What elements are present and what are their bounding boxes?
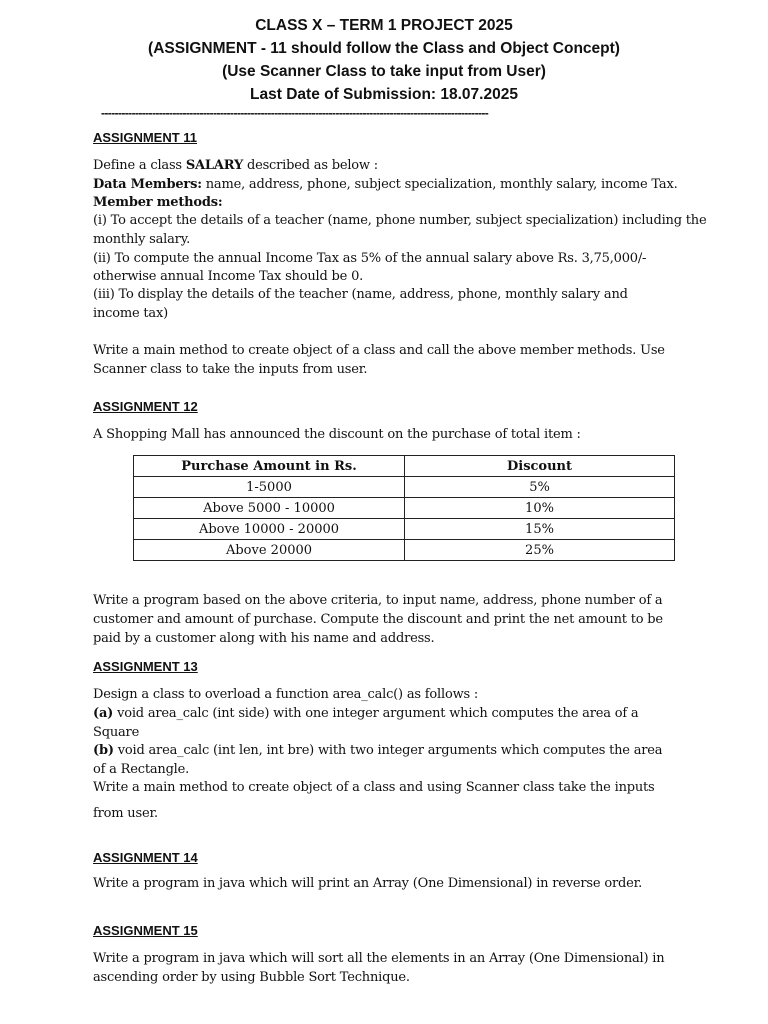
assignment-12-line-3: paid by a customer along with his name and address.: [93, 631, 435, 646]
amount-cell: Above 5000 - 10000: [134, 498, 405, 519]
option-a-line: [93, 706, 638, 721]
assignment-15-heading: ASSIGNMENT 15: [93, 923, 198, 938]
assignment-11-heading: ASSIGNMENT 11: [93, 130, 198, 145]
option-b-text: void area_calc (int len, int bre) with two integer arguments which computes the area: [113, 743, 663, 758]
table-row: [134, 540, 675, 561]
data-members-text: name, address, phone, subject specialization, monthly salary, income Tax.: [201, 177, 678, 192]
assignment-14-text: Write a program in java which will print an Array (One Dimensional) in reverse order.: [93, 876, 643, 891]
title-line-2: (ASSIGNMENT - 11 should follow the Class and Object Concept): [148, 40, 620, 57]
option-a-label: (a): [93, 706, 114, 721]
discount-cell: 25%: [405, 540, 675, 561]
assignment-13-intro: Design a class to overload a function area_calc() as follows :: [93, 687, 479, 702]
table-row: [134, 498, 675, 519]
title-line-3: (Use Scanner Class to take input from User): [222, 63, 546, 80]
assignment-14-heading: ASSIGNMENT 14: [93, 850, 198, 865]
class-name: SALARY: [185, 158, 244, 173]
data-members-line: [93, 177, 678, 192]
method-3-line: (iii) To display the details of the teacher (name, address, phone, monthly salary and: [93, 287, 628, 302]
option-b-label: (b): [93, 743, 114, 758]
option-a-text: void area_calc (int side) with one integer argument which computes the area of a: [113, 706, 639, 721]
assignment-13-main-1: Write a main method to create object of a class and using Scanner class take the inputs: [93, 780, 655, 795]
amount-cell: Above 20000: [134, 540, 405, 561]
method-1-line: (i) To accept the details of a teacher (name, phone number, subject specialization) including the: [93, 213, 707, 228]
column-header-discount: Discount: [405, 456, 675, 477]
column-header-amount: Purchase Amount in Rs.: [134, 456, 405, 477]
discount-cell: 5%: [405, 477, 675, 498]
amount-cell: Above 10000 - 20000: [134, 519, 405, 540]
assignment-12-line-1: Write a program based on the above criteria, to input name, address, phone number of a: [93, 593, 663, 608]
method-2-cont: otherwise annual Income Tax should be 0.: [93, 269, 364, 284]
assignment-13-heading: ASSIGNMENT 13: [93, 659, 198, 674]
method-2-line: (ii) To compute the annual Income Tax as 5% of the annual salary above Rs. 3,75,000/-: [93, 251, 647, 266]
data-members-label: Data Members:: [93, 177, 202, 192]
method-3-cont: income tax): [93, 306, 168, 321]
discount-cell: 10%: [405, 498, 675, 519]
assignment-12-line-2: customer and amount of purchase. Compute the discount and print the net amount to be: [93, 612, 663, 627]
amount-cell: 1-5000: [134, 477, 405, 498]
assignment-12-heading: ASSIGNMENT 12: [93, 399, 198, 414]
title-line-4: Last Date of Submission: 18.07.2025: [250, 86, 518, 103]
member-methods-label: Member methods:: [93, 195, 223, 210]
option-b-line: [93, 743, 662, 758]
assignment-13-main-2: from user.: [93, 806, 158, 821]
table-row: [134, 519, 675, 540]
assignment-11-intro: [93, 158, 378, 173]
table-row: [134, 477, 675, 498]
main-method-line-1: Write a main method to create object of a class and call the above member methods. Use: [93, 343, 665, 358]
assignment-12-intro: A Shopping Mall has announced the discount on the purchase of total item :: [93, 427, 581, 442]
intro-text: Define a class: [93, 158, 186, 173]
discount-cell: 15%: [405, 519, 675, 540]
main-method-line-2: Scanner class to take the inputs from user.: [93, 362, 368, 377]
separator-line: ------------------------------------------------------------------------------------------------------------------: [101, 106, 489, 120]
table-header-row: [134, 456, 675, 477]
intro-text-end: described as below :: [243, 158, 378, 173]
option-b-cont: of a Rectangle.: [93, 762, 190, 777]
option-a-cont: Square: [93, 725, 140, 740]
assignment-15-line-2: ascending order by using Bubble Sort Technique.: [93, 970, 410, 985]
assignment-15-line-1: Write a program in java which will sort all the elements in an Array (One Dimensional) in: [93, 951, 665, 966]
title-line-1: CLASS X – TERM 1 PROJECT 2025: [255, 17, 513, 34]
discount-table: [133, 455, 675, 561]
method-1-cont: monthly salary.: [93, 232, 191, 247]
